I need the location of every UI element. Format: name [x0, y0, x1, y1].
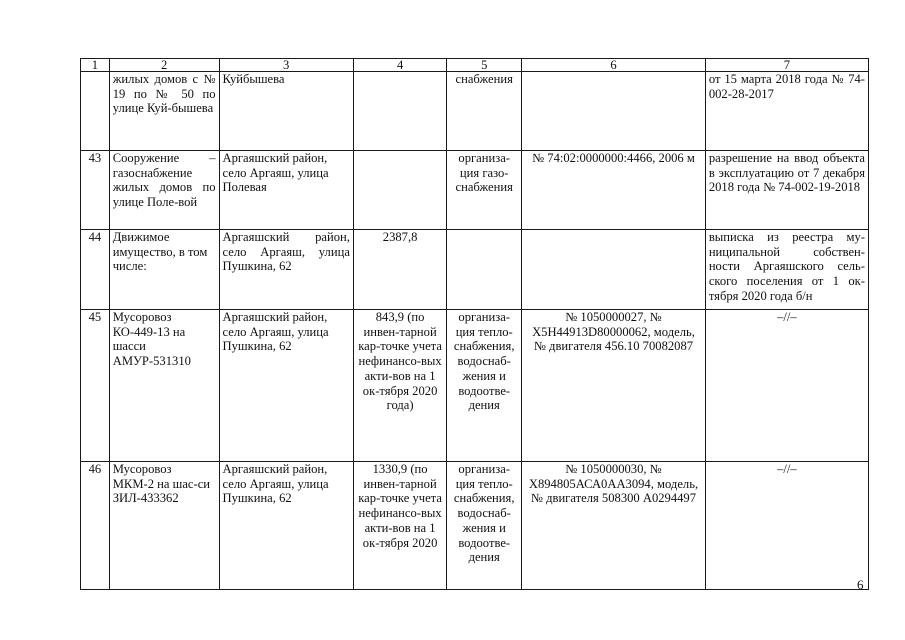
page-number: 6: [857, 577, 864, 592]
details-cell: [522, 72, 706, 151]
column-header: 4: [353, 59, 446, 72]
details-cell: № 74:02:0000000:4466, 2006 м: [522, 151, 706, 230]
name-cell: Мусоровоз КО-449-13 на шасси АМУР-531310: [109, 310, 219, 462]
address-cell: Куйбышева: [219, 72, 353, 151]
table-header-row: [81, 59, 869, 72]
address-cell: Аргаяшский район, село Аргаяш, улица Полевая: [219, 151, 353, 230]
property-register-table: [80, 58, 869, 590]
table-row: [81, 462, 869, 590]
table-row: [81, 72, 869, 151]
address-cell: Аргаяшский район, село Аргаяш, улица Пушкина, 62: [219, 230, 353, 310]
basis-cell: разрешение на ввод объекта в эксплуатацию от 7 декабря 2018 года № 74-002-19-2018: [705, 151, 868, 230]
table-row: [81, 310, 869, 462]
value-cell: 2387,8: [353, 230, 446, 310]
row-number-cell: 43: [81, 151, 110, 230]
address-cell: Аргаяшский район, село Аргаяш, улица Пушкина, 62: [219, 310, 353, 462]
column-header: 2: [109, 59, 219, 72]
name-cell: Сооружение – газоснабжение жилых домов по улице Поле-вой: [109, 151, 219, 230]
table-row: [81, 151, 869, 230]
column-header: 7: [705, 59, 868, 72]
details-cell: № 1050000030, № Х894805АСА0АА3094, модель, № двигателя 508300 А0294497: [522, 462, 706, 590]
details-cell: № 1050000027, № Х5Н44913D80000062, модель, № двигателя 456.10 70082087: [522, 310, 706, 462]
purpose-cell: организа-ция газо-снабжения: [447, 151, 522, 230]
address-cell: Аргаяшский район, село Аргаяш, улица Пушкина, 62: [219, 462, 353, 590]
name-cell: жилых домов с № 19 по № 50 по улице Куй-бышева: [109, 72, 219, 151]
table-row: [81, 230, 869, 310]
row-number-cell: 46: [81, 462, 110, 590]
value-cell: [353, 151, 446, 230]
basis-cell: –//–: [705, 310, 868, 462]
name-cell: Мусоровоз МКМ-2 на шас-си ЗИЛ-433362: [109, 462, 219, 590]
purpose-cell: организа-ция тепло-снабжения, водоснаб-жения и водоотве-дения: [447, 310, 522, 462]
details-cell: [522, 230, 706, 310]
column-header: 3: [219, 59, 353, 72]
value-cell: [353, 72, 446, 151]
basis-cell: выписка из реестра му-ниципальной собствен-ности Аргаяшского сель-ского поселения от 1 ок-тября 2020 года б/н: [705, 230, 868, 310]
basis-cell: от 15 марта 2018 года № 74-002-28-2017: [705, 72, 868, 151]
column-header: 6: [522, 59, 706, 72]
value-cell: 843,9 (по инвен-тарной кар-точке учета нефинансо-вых акти-вов на 1 ок-тября 2020 года): [353, 310, 446, 462]
basis-cell: –//–: [705, 462, 868, 590]
row-number-cell: [81, 72, 110, 151]
row-number-cell: 44: [81, 230, 110, 310]
value-cell: 1330,9 (по инвен-тарной кар-точке учета нефинансо-вых акти-вов на 1 ок-тября 2020: [353, 462, 446, 590]
purpose-cell: снабжения: [447, 72, 522, 151]
purpose-cell: [447, 230, 522, 310]
row-number-cell: 45: [81, 310, 110, 462]
column-header: 1: [81, 59, 110, 72]
column-header: 5: [447, 59, 522, 72]
purpose-cell: организа-ция тепло-снабжения, водоснаб-жения и водоотве-дения: [447, 462, 522, 590]
name-cell: Движимое имущество, в том числе:: [109, 230, 219, 310]
